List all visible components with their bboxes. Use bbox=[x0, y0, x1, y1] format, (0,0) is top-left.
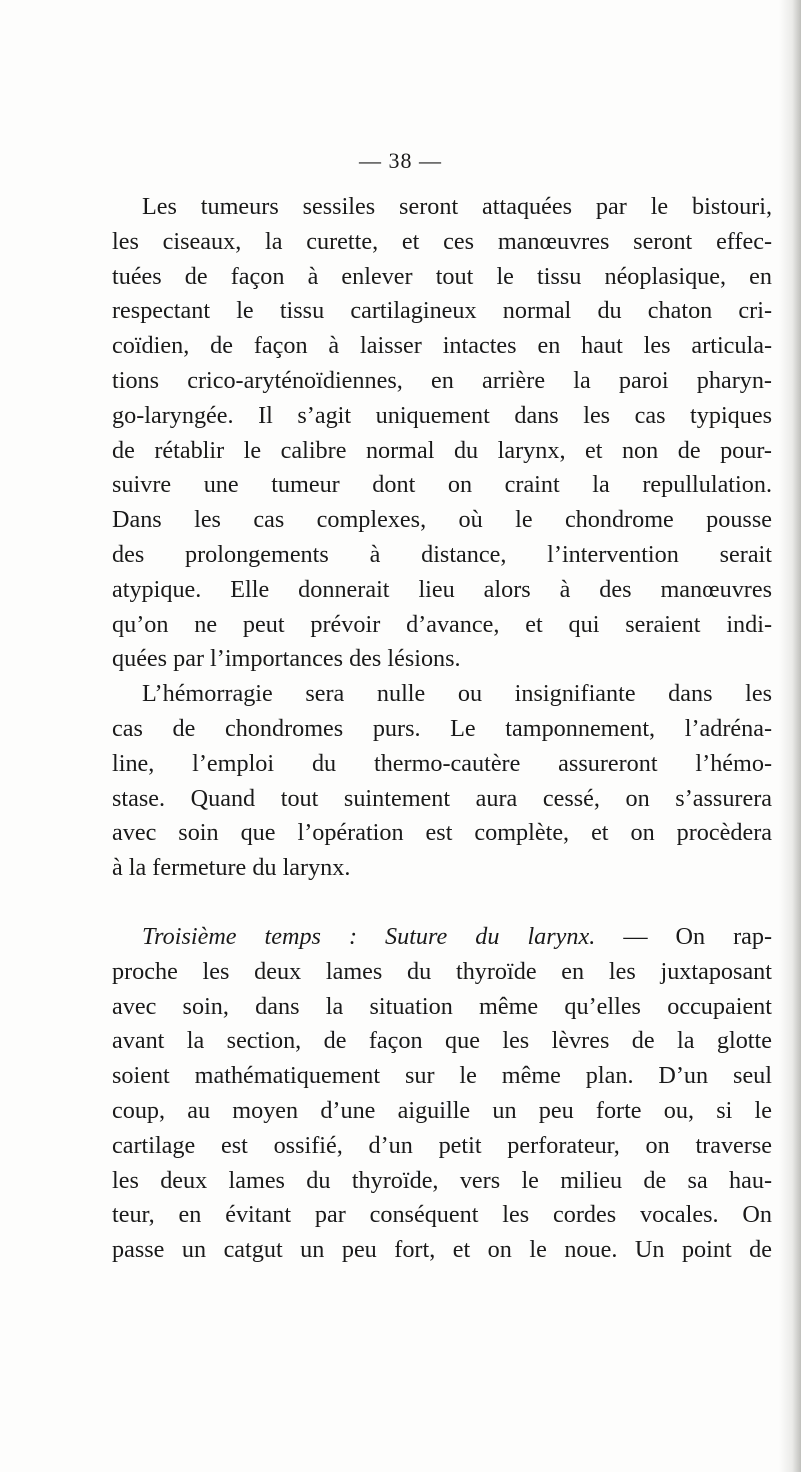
text-line: cas de chondromes purs. Le tamponnement, l’adréna- bbox=[112, 714, 772, 742]
text-line: atypique. Elle donnerait lieu alors à des manœuvres bbox=[112, 575, 772, 603]
text-line: teur, en évitant par conséquent les cordes vocales. On bbox=[112, 1201, 772, 1229]
section-gap bbox=[112, 886, 772, 920]
text-line: de rétablir le calibre normal du larynx, et non de pour- bbox=[112, 436, 772, 464]
text-line: L’hémorragie sera nulle ou insignifiante dans les bbox=[142, 680, 772, 708]
text-line: stase. Quand tout suintement aura cessé, on s’assurera bbox=[112, 784, 772, 812]
text-line: cartilage est ossifié, d’un petit perforateur, on traverse bbox=[112, 1131, 772, 1159]
text-line: tuées de façon à enlever tout le tissu néoplasique, en bbox=[112, 262, 772, 290]
text-line: avec soin, dans la situation même qu’elles occupaient bbox=[112, 992, 772, 1020]
text-line: les deux lames du thyroïde, vers le milieu de sa hau- bbox=[112, 1166, 772, 1194]
section-heading-line bbox=[112, 920, 772, 955]
text-line: tions crico-aryténoïdiennes, en arrière la paroi pharyn- bbox=[112, 366, 772, 394]
paragraph-1 bbox=[112, 190, 772, 677]
text-line: des prolongements à distance, l’intervention serait bbox=[112, 540, 772, 568]
text-line: coïdien, de façon à laisser intactes en haut les articula- bbox=[112, 332, 772, 360]
text-line: passe un catgut un peu fort, et on le noue. Un point de bbox=[112, 1236, 772, 1264]
section-heading: Troisième temps : Suture du larynx. bbox=[142, 922, 596, 950]
text-line: à la fermeture du larynx. bbox=[112, 854, 351, 882]
text-line: quées par l’importances des lésions. bbox=[112, 645, 461, 673]
text-line: Dans les cas complexes, où le chondrome pousse bbox=[112, 506, 772, 534]
page-number: — 38 — bbox=[359, 148, 442, 173]
page-body bbox=[112, 190, 772, 1268]
text-line: proche les deux lames du thyroïde en les juxtaposant bbox=[112, 957, 772, 985]
text-line: suivre une tumeur dont on craint la repullulation. bbox=[112, 471, 772, 499]
text-line: coup, au moyen d’une aiguille un peu forte ou, si le bbox=[112, 1096, 772, 1124]
text-line: avant la section, de façon que les lèvres de la glotte bbox=[112, 1027, 772, 1055]
paragraph-3 bbox=[112, 920, 772, 1268]
heading-continuation: — On rap- bbox=[595, 922, 773, 950]
text-line: line, l’emploi du thermo-cautère assureront l’hémo- bbox=[112, 749, 772, 777]
text-line: les ciseaux, la curette, et ces manœuvres seront effec- bbox=[112, 227, 772, 255]
text-line: Les tumeurs sessiles seront attaquées par le bistouri, bbox=[142, 193, 772, 220]
text-line: avec soin que l’opération est complète, et on procèdera bbox=[112, 819, 772, 847]
text-line: respectant le tissu cartilagineux normal du chaton cri- bbox=[112, 297, 772, 325]
text-line: qu’on ne peut prévoir d’avance, et qui seraient indi- bbox=[112, 610, 772, 638]
paragraph-2 bbox=[112, 677, 772, 886]
text-line: go-laryngée. Il s’agit uniquement dans les cas typiques bbox=[112, 401, 772, 429]
page-edge-shadow bbox=[779, 0, 801, 1472]
text-line: soient mathématiquement sur le même plan. D’un seul bbox=[112, 1062, 772, 1090]
